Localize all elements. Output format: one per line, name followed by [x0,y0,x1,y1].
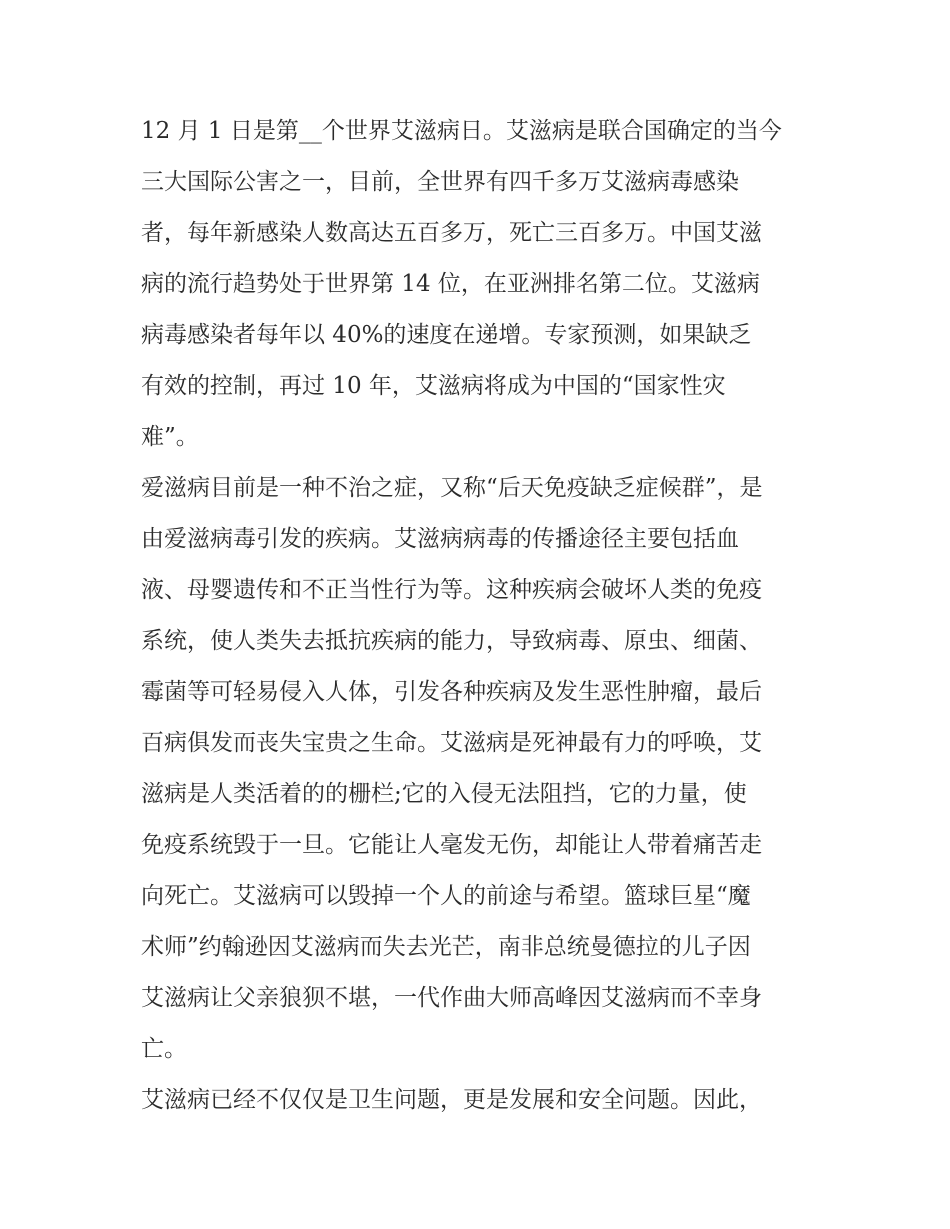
text-line: 三大国际公害之一，目前，全世界有四千多万艾滋病毒感染 [141,169,739,195]
text-line: 液、母婴遗传和不正当性行为等。这种疾病会破坏人类的免疫 [141,577,762,603]
text-line: 术师”约翰逊因艾滋病而失去光芒，南非总统曼德拉的儿子因 [141,934,751,960]
text-line: 霉菌等可轻易侵入人体，引发各种疾病及发生恶性肿瘤，最后 [141,679,762,705]
text-line: 亡。 [141,1036,187,1062]
text-line: 病的流行趋势处于世界第 14 位，在亚洲排名第二位。艾滋病 [141,271,760,297]
text-line: 艾滋病已经不仅仅是卫生问题，更是发展和安全问题。因此， [141,1087,762,1113]
text-line: 难”。 [141,424,199,450]
text-line: 者，每年新感染人数高达五百多万，死亡三百多万。中国艾滋 [141,220,762,246]
text-line: 由爱滋病毒引发的疾病。艾滋病病毒的传播途径主要包括血 [141,526,739,552]
text-line: 艾滋病让父亲狼狈不堪，一代作曲大师高峰因艾滋病而不幸身 [141,985,762,1011]
text-line: 免疫系统毁于一旦。它能让人毫发无伤，却能让人带着痛苦走 [141,832,762,858]
body-text [141,106,821,1126]
text-line: 向死亡。艾滋病可以毁掉一个人的前途与希望。篮球巨星“魔 [141,883,751,909]
text-line: 百病俱发而丧失宝贵之生命。艾滋病是死神最有力的呼唤，艾 [141,730,762,756]
text-line: 有效的控制，再过 10 年，艾滋病将成为中国的“国家性灾 [141,373,726,399]
text-line: 系统，使人类失去抵抗疾病的能力，导致病毒、原虫、细菌、 [141,628,762,654]
text-line: 12 月 1 日是第__个世界艾滋病日。艾滋病是联合国确定的当今 [141,118,782,144]
text-line: 滋病是人类活着的的栅栏;它的入侵无法阻挡，它的力量，使 [141,781,747,807]
text-line: 病毒感染者每年以 40%的速度在递增。专家预测，如果缺乏 [141,322,752,348]
text-line: 爱滋病目前是一种不治之症，又称“后天免疫缺乏症候群”，是 [141,475,763,501]
